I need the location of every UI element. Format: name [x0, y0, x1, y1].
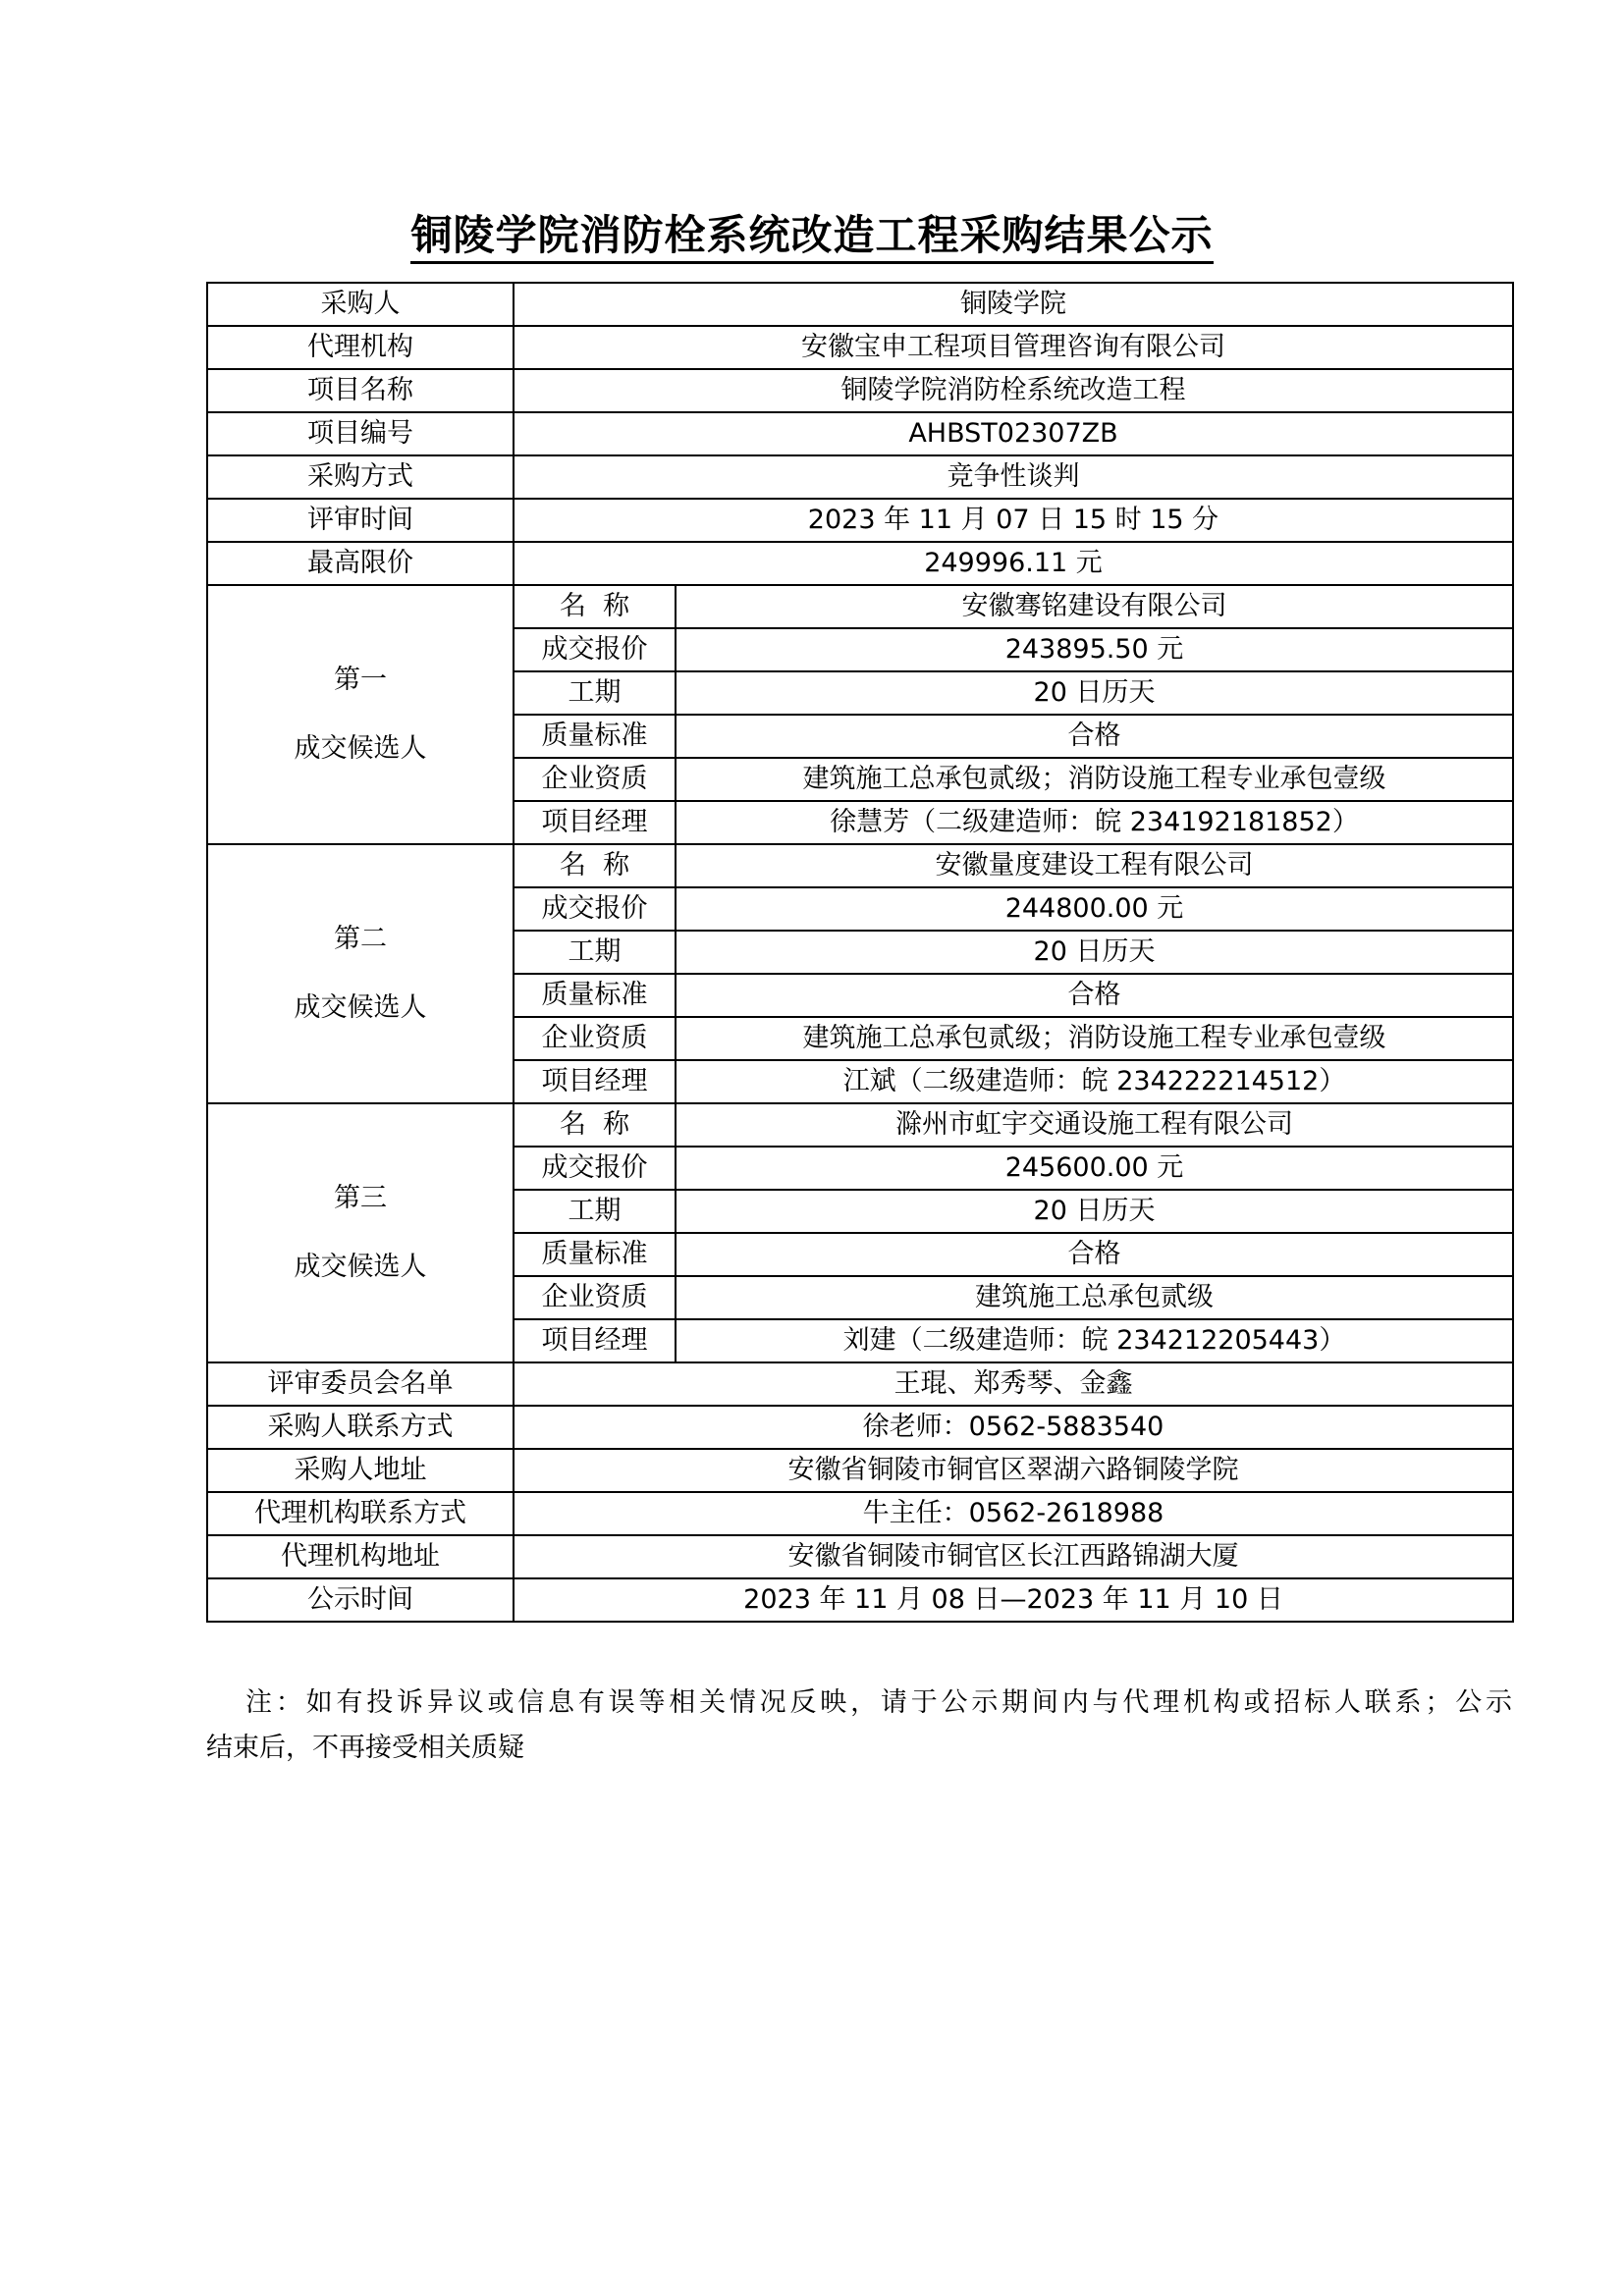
row-label: 最高限价 — [207, 542, 514, 585]
field-value: 滁州市虹宇交通设施工程有限公司 — [676, 1103, 1513, 1147]
footnote — [206, 1681, 1512, 1771]
row-value: 牛主任：0562-2618988 — [514, 1492, 1513, 1535]
field-value: 245600.00 元 — [676, 1147, 1513, 1190]
table-row — [207, 499, 1513, 542]
table-row — [207, 326, 1513, 369]
candidate-role: 成交候选人 — [294, 1252, 427, 1282]
field-value: 合格 — [676, 1233, 1513, 1276]
candidate-3-label — [207, 1103, 514, 1362]
table-row — [207, 1492, 1513, 1535]
field-label: 名 称 — [514, 585, 676, 628]
field-value: 建筑施工总承包贰级 — [676, 1276, 1513, 1319]
candidate-role: 成交候选人 — [294, 733, 427, 764]
row-label: 采购人地址 — [207, 1449, 514, 1492]
table-row — [207, 1578, 1513, 1622]
row-label: 评审时间 — [207, 499, 514, 542]
row-value: 铜陵学院消防栓系统改造工程 — [514, 369, 1513, 412]
field-label: 质量标准 — [514, 974, 676, 1017]
candidate-role: 成交候选人 — [294, 992, 427, 1023]
field-label: 企业资质 — [514, 758, 676, 801]
row-label: 代理机构地址 — [207, 1535, 514, 1578]
table-row — [207, 1535, 1513, 1578]
field-label: 项目经理 — [514, 1319, 676, 1362]
document-title-text: 铜陵学院消防栓系统改造工程采购结果公示 — [410, 211, 1213, 264]
row-label: 项目名称 — [207, 369, 514, 412]
row-label: 代理机构 — [207, 326, 514, 369]
table-row — [207, 1362, 1513, 1406]
footnote-line-2: 结束后，不再接受相关质疑 — [206, 1733, 524, 1763]
field-value: 刘建（二级建造师：皖 234212205443） — [676, 1319, 1513, 1362]
field-label: 成交报价 — [514, 887, 676, 931]
row-value: 2023 年 11 月 07 日 15 时 15 分 — [514, 499, 1513, 542]
document-title — [0, 208, 1624, 263]
field-value: 合格 — [676, 974, 1513, 1017]
field-value: 建筑施工总承包贰级；消防设施工程专业承包壹级 — [676, 1017, 1513, 1060]
field-label: 成交报价 — [514, 628, 676, 671]
field-label: 企业资质 — [514, 1276, 676, 1319]
procurement-result-table — [206, 282, 1514, 1623]
field-value: 20 日历天 — [676, 1190, 1513, 1233]
row-label: 评审委员会名单 — [207, 1362, 514, 1406]
row-value: 竞争性谈判 — [514, 455, 1513, 499]
row-value: 249996.11 元 — [514, 542, 1513, 585]
field-value: 江斌（二级建造师：皖 234222214512） — [676, 1060, 1513, 1103]
row-value: 铜陵学院 — [514, 283, 1513, 326]
field-label: 企业资质 — [514, 1017, 676, 1060]
table-row — [207, 1406, 1513, 1449]
row-value: 王琨、郑秀琴、金鑫 — [514, 1362, 1513, 1406]
row-label: 采购人联系方式 — [207, 1406, 514, 1449]
field-value: 20 日历天 — [676, 671, 1513, 715]
candidate-2-label — [207, 844, 514, 1103]
field-value: 安徽骞铭建设有限公司 — [676, 585, 1513, 628]
field-label: 工期 — [514, 1190, 676, 1233]
row-label: 公示时间 — [207, 1578, 514, 1622]
row-value: AHBST02307ZB — [514, 412, 1513, 455]
row-value: 2023 年 11 月 08 日—2023 年 11 月 10 日 — [514, 1578, 1513, 1622]
footnote-line-1: 注：如有投诉异议或信息有误等相关情况反映，请于公示期间内与代理机构或招标人联系；公示 — [245, 1687, 1512, 1718]
row-label: 采购人 — [207, 283, 514, 326]
field-label: 工期 — [514, 931, 676, 974]
field-label: 工期 — [514, 671, 676, 715]
field-label: 成交报价 — [514, 1147, 676, 1190]
candidate-rank: 第一 — [334, 665, 387, 695]
table-row — [207, 455, 1513, 499]
field-value: 徐慧芳（二级建造师：皖 234192181852） — [676, 801, 1513, 844]
field-value: 244800.00 元 — [676, 887, 1513, 931]
table-row — [207, 542, 1513, 585]
field-value: 建筑施工总承包贰级；消防设施工程专业承包壹级 — [676, 758, 1513, 801]
row-value: 安徽省铜陵市铜官区翠湖六路铜陵学院 — [514, 1449, 1513, 1492]
row-label: 项目编号 — [207, 412, 514, 455]
field-label: 名 称 — [514, 844, 676, 887]
field-value: 安徽量度建设工程有限公司 — [676, 844, 1513, 887]
row-value: 安徽宝申工程项目管理咨询有限公司 — [514, 326, 1513, 369]
field-value: 20 日历天 — [676, 931, 1513, 974]
candidate-rank: 第二 — [334, 924, 387, 954]
table-row — [207, 1103, 1513, 1147]
field-label: 质量标准 — [514, 1233, 676, 1276]
table-row — [207, 412, 1513, 455]
field-value: 合格 — [676, 715, 1513, 758]
table-row — [207, 369, 1513, 412]
candidate-1-label — [207, 585, 514, 844]
field-label: 项目经理 — [514, 801, 676, 844]
row-value: 徐老师：0562-5883540 — [514, 1406, 1513, 1449]
field-label: 项目经理 — [514, 1060, 676, 1103]
row-label: 采购方式 — [207, 455, 514, 499]
field-label: 名 称 — [514, 1103, 676, 1147]
table-row — [207, 844, 1513, 887]
table-row — [207, 283, 1513, 326]
field-label: 质量标准 — [514, 715, 676, 758]
candidate-rank: 第三 — [334, 1183, 387, 1213]
table-row — [207, 585, 1513, 628]
row-label: 代理机构联系方式 — [207, 1492, 514, 1535]
row-value: 安徽省铜陵市铜官区长江西路锦湖大厦 — [514, 1535, 1513, 1578]
field-value: 243895.50 元 — [676, 628, 1513, 671]
table-row — [207, 1449, 1513, 1492]
